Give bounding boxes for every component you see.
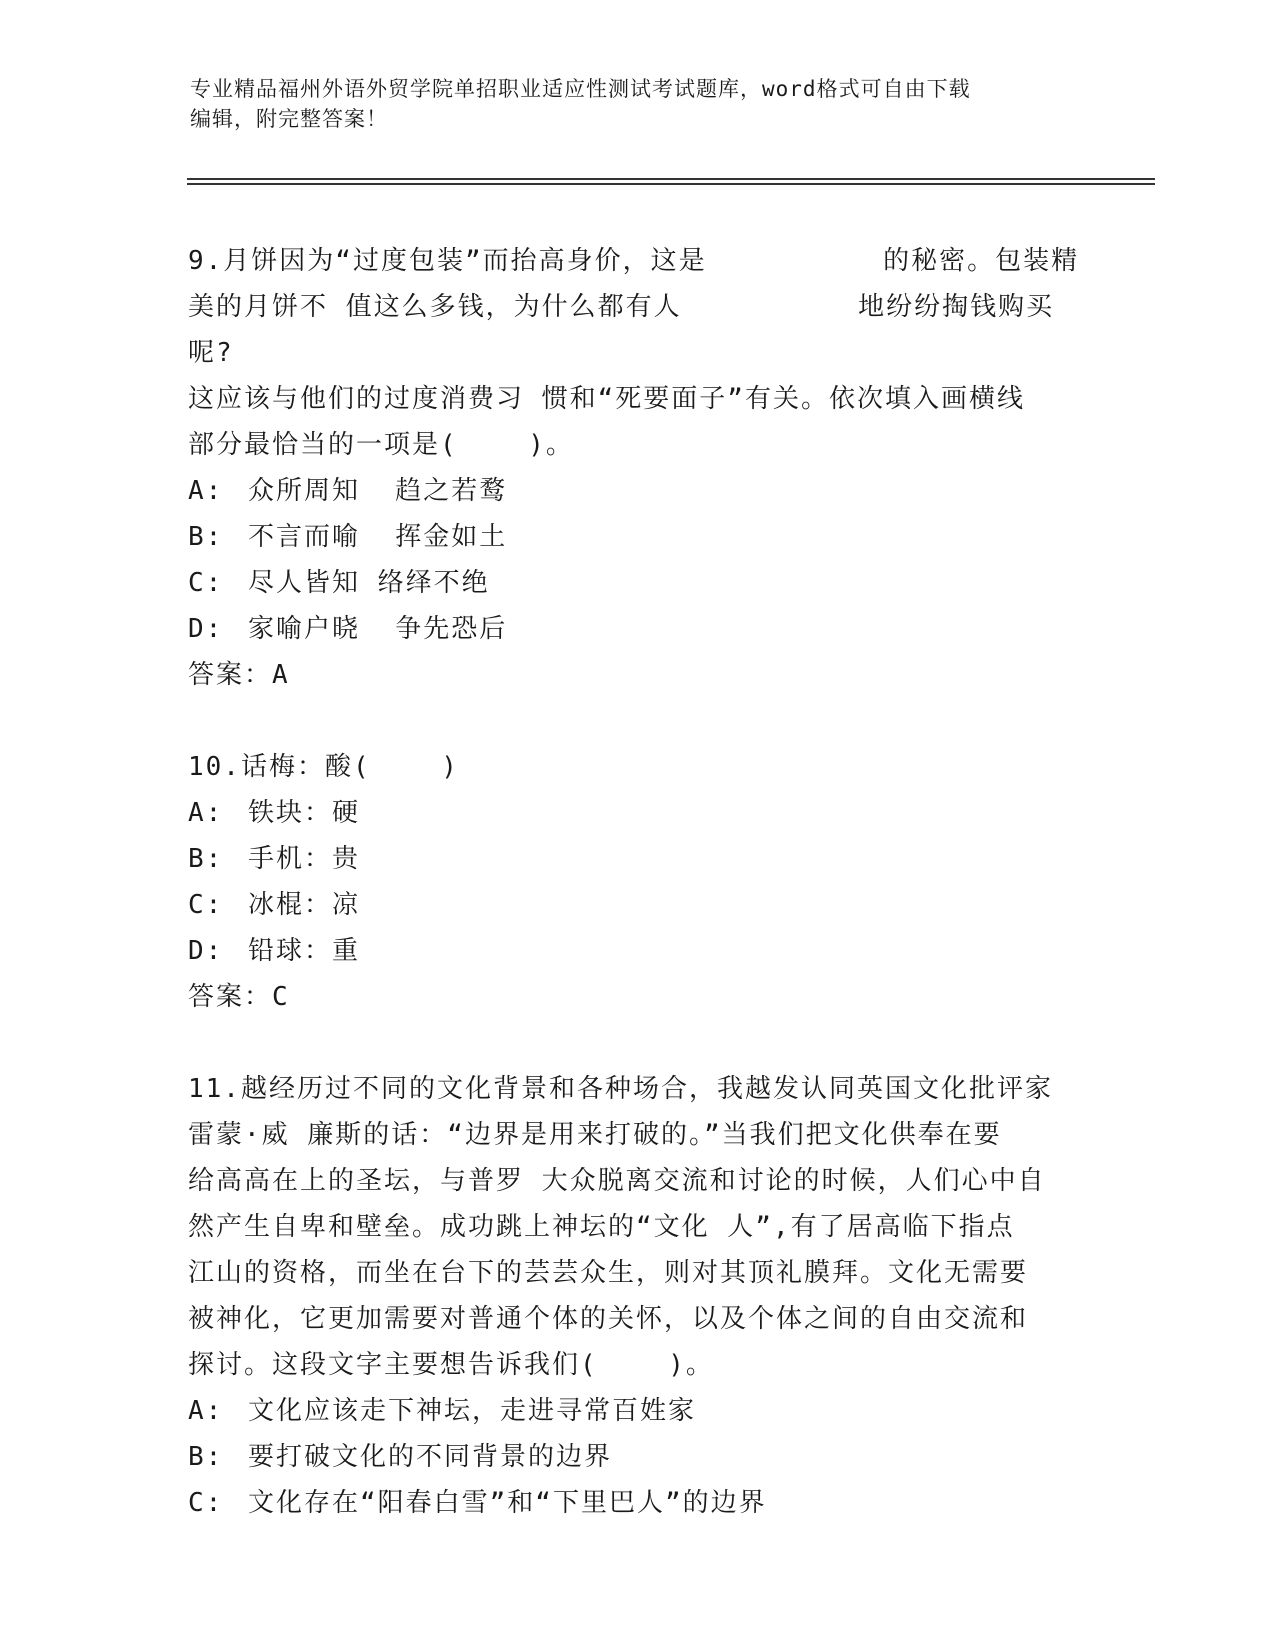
header-divider-bottom: [187, 183, 1155, 185]
option-a: [188, 468, 1088, 514]
option-a: [188, 790, 1088, 836]
header-line-2: 编辑，附完整答案！: [190, 107, 388, 131]
question-11: [188, 1066, 1088, 1526]
option-b: [188, 836, 1088, 882]
option-letter: C:: [188, 568, 224, 598]
question-9: [188, 238, 1088, 698]
question-stem-line: 9.月饼因为“过度包装”而抬高身价，这是 的秘密。包装精: [188, 246, 1080, 276]
option-a: [188, 1388, 1088, 1434]
question-stem-line: 被神化，它更加需要对普通个体的关怀，以及个体之间的自由交流和: [188, 1304, 1029, 1334]
answer-line: [188, 974, 1088, 1020]
question-stem-line: 江山的资格，而坐在台下的芸芸众生，则对其顶礼膜拜。文化无需要: [188, 1258, 1029, 1288]
answer-label: 答案：: [188, 660, 273, 690]
option-text: 要打破文化的不同背景的边界: [248, 1442, 613, 1472]
question-stem-line: 11.越经历过不同的文化背景和各种场合，我越发认同英国文化批评家: [188, 1074, 1053, 1104]
option-b: [188, 1434, 1088, 1480]
question-stem-line: 给高高在上的圣坛，与普罗 大众脱离交流和讨论的时候，人们心中自: [188, 1166, 1046, 1196]
option-text: 不言而喻 挥金如土: [248, 522, 508, 552]
header-divider-top: [187, 178, 1155, 180]
header-line-1: 专业精品福州外语外贸学院单招职业适应性测试考试题库，word格式可自由下载: [190, 77, 971, 101]
answer-label: 答案：: [188, 982, 273, 1012]
option-text: 众所周知 趋之若鹜: [248, 476, 508, 506]
question-stem-line: 10.话梅：酸( ): [188, 752, 459, 782]
question-stem-line: 然产生自卑和壁垒。成功跳上神坛的“文化 人”,有了居高临下指点: [188, 1212, 1015, 1242]
option-letter: D:: [188, 936, 224, 966]
question-stem-line: 这应该与他们的过度消费习 惯和“死要面子”有关。依次填入画横线: [188, 384, 1025, 414]
answer-value: C: [272, 982, 290, 1012]
option-letter: D:: [188, 614, 224, 644]
document-header: [190, 74, 1090, 134]
question-stem-line: 美的月饼不 值这么多钱，为什么都有人 地纷纷掏钱购买呢?: [188, 292, 1055, 368]
option-b: [188, 514, 1088, 560]
option-letter: A:: [188, 1396, 224, 1426]
option-text: 铅球：重: [248, 936, 361, 966]
option-text: 文化存在“阳春白雪”和“下里巴人”的边界: [248, 1488, 767, 1518]
option-text: 手机：贵: [248, 844, 361, 874]
option-text: 文化应该走下神坛，走进寻常百姓家: [248, 1396, 697, 1426]
option-c: [188, 1480, 1088, 1526]
option-letter: C:: [188, 890, 224, 920]
option-d: [188, 928, 1088, 974]
question-stem-line: 部分最恰当的一项是( )。: [188, 430, 574, 460]
answer-value: A: [272, 660, 290, 690]
option-d: [188, 606, 1088, 652]
option-letter: A:: [188, 476, 224, 506]
option-text: 尽人皆知 络绎不绝: [248, 568, 490, 598]
question-stem-line: 雷蒙·威 廉斯的话：“边界是用来打破的。”当我们把文化供奉在要: [188, 1120, 1002, 1150]
option-text: 铁块：硬: [248, 798, 361, 828]
option-text: 家喻户晓 争先恐后: [248, 614, 508, 644]
option-letter: B:: [188, 844, 224, 874]
option-letter: B:: [188, 1442, 224, 1472]
option-letter: A:: [188, 798, 224, 828]
question-10: [188, 744, 1088, 1020]
question-stem-line: 探讨。这段文字主要想告诉我们( )。: [188, 1350, 714, 1380]
option-letter: B:: [188, 522, 224, 552]
option-letter: C:: [188, 1488, 224, 1518]
option-text: 冰棍：凉: [248, 890, 361, 920]
answer-line: [188, 652, 1088, 698]
option-c: [188, 882, 1088, 928]
option-c: [188, 560, 1088, 606]
question-list: [188, 238, 1088, 1572]
